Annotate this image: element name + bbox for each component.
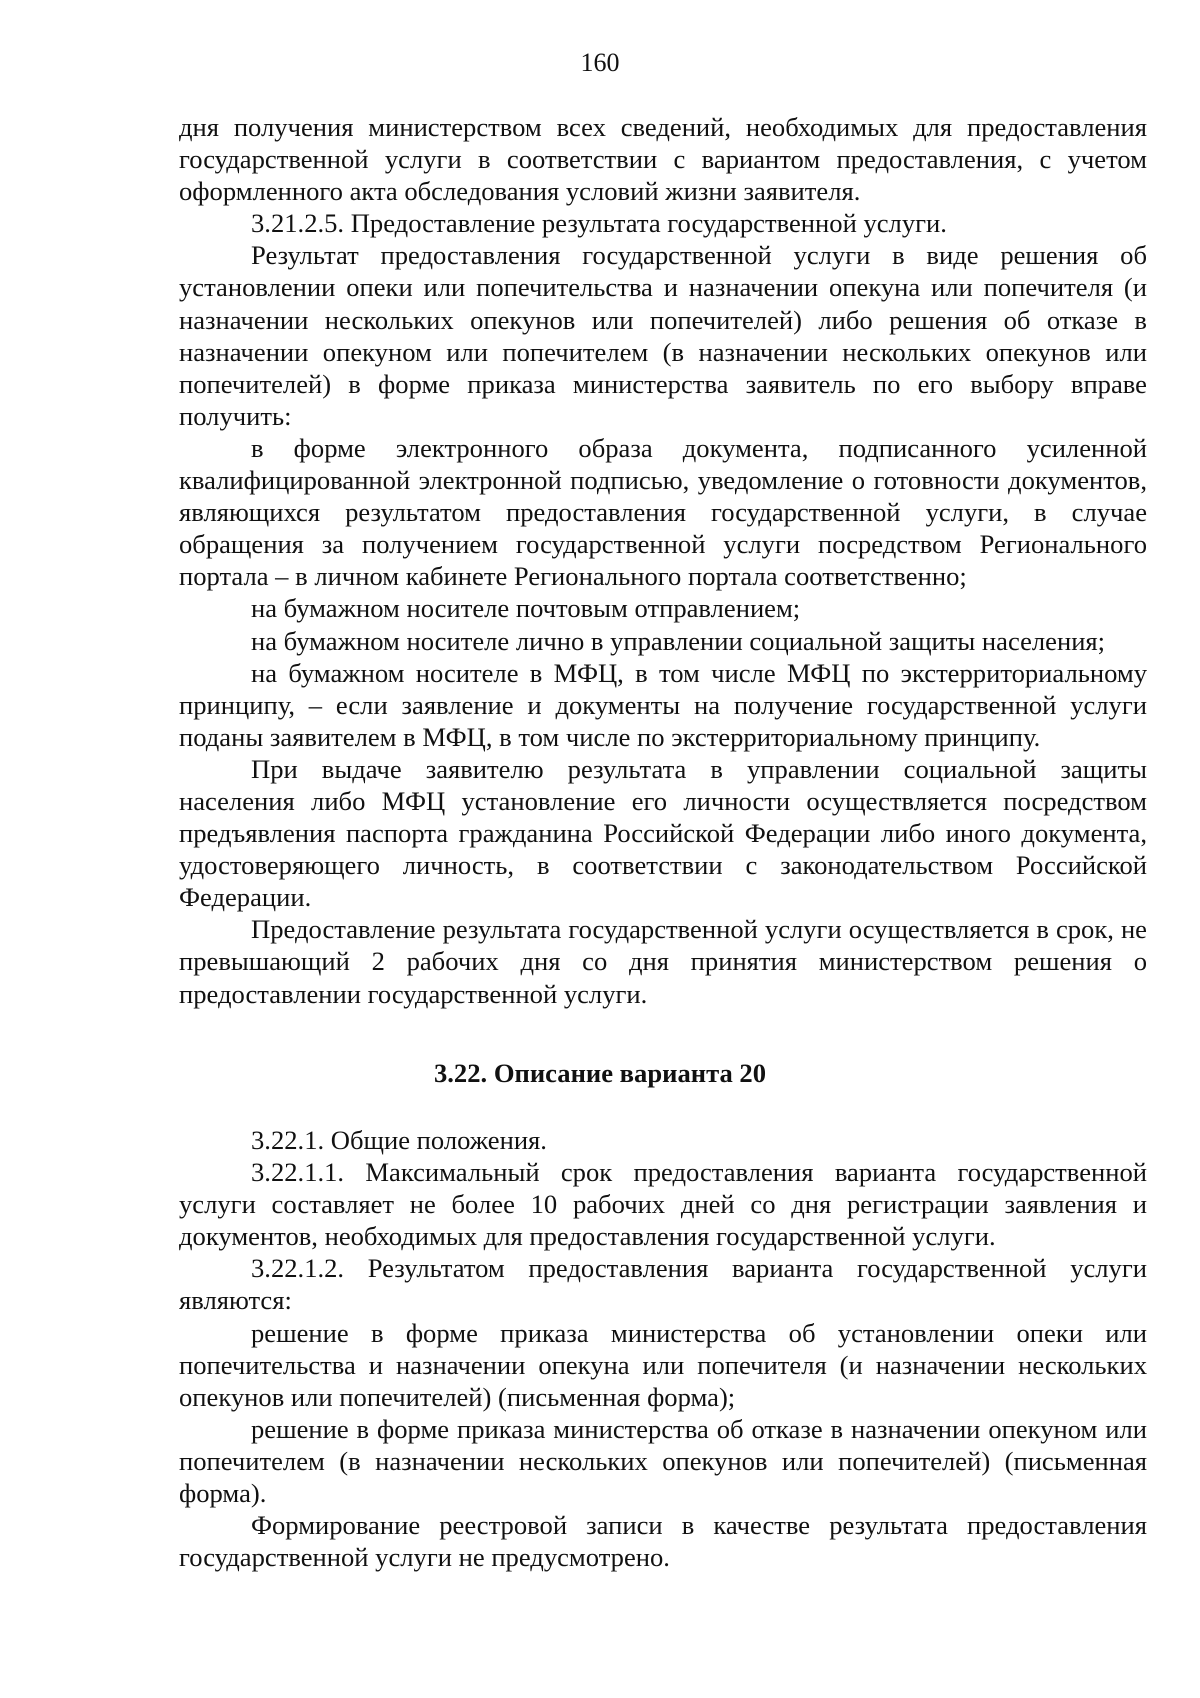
section-heading: 3.22. Описание варианта 20 bbox=[433, 1058, 766, 1088]
paragraph: на бумажном носителе почтовым отправлением; bbox=[251, 593, 801, 624]
paragraph: решение в форме приказа министерства об установлении опеки или попечительства и назначении опекуна или попечителя (и назначении нескольких опекунов или попечителей) (письменная форма); bbox=[179, 1317, 1147, 1412]
paragraph: в форме электронного образа документа, подписанного усиленной квалифицированной электронной подписью, уведомление о готовности документов, являющихся результатом предоставления государственной услуги, в случае обращения за получением государственной услуги посредством Регионального портала – в личном кабинете Регионального портала соответственно; bbox=[179, 432, 1147, 592]
paragraph: 3.22.1.1. Максимальный срок предоставления варианта государственной услуги составляет не более 10 рабочих дней со дня регистрации заявления и документов, необходимых для предоставления государственной услуги. bbox=[179, 1157, 1147, 1252]
paragraph: 3.21.2.5. Предоставление результата государственной услуги. bbox=[251, 208, 947, 239]
text-block-upper bbox=[179, 111, 1147, 1010]
paragraph: Предоставление результата государственной услуги осуществляется в срок, не превышающий 2 рабочих дня со дня принятия министерством решения о предоставлении государственной услуги. bbox=[179, 914, 1147, 1009]
paragraph: При выдаче заявителю результата в управлении социальной защиты населения либо МФЦ установление его личности осуществляется посредством предъявления паспорта гражданина Российской Федерации либо иного документа, удостоверяющего личность, в соответствии с законодательством Российской Федерации. bbox=[179, 753, 1147, 913]
paragraph: дня получения министерством всех сведений, необходимых для предоставления государственной услуги в соответствии с вариантом предоставления, с учетом оформленного акта обследования условий жизни заявителя. bbox=[179, 112, 1147, 207]
paragraph: решение в форме приказа министерства об отказе в назначении опекуном или попечителем (в назначении нескольких опекунов или попечителей) (письменная форма). bbox=[179, 1413, 1147, 1509]
paragraph: на бумажном носителе в МФЦ, в том числе МФЦ по экстерриториальному принципу, – если заявление и документы на получение государственной услуги поданы заявителем в МФЦ, в том числе по экстерриториальному принципу. bbox=[179, 657, 1147, 752]
paragraph: 3.22.1.2. Результатом предоставления варианта государственной услуги являются: bbox=[179, 1253, 1147, 1316]
paragraph: Результат предоставления государственной услуги в виде решения об установлении опеки или попечительства и назначении опекуна или попечителя (и назначении нескольких опекунов или попечителей) либо решения об отказе в назначении опекуном или попечителем (в назначении нескольких опекунов или попечителей) в форме приказа министерства заявитель по его выбору вправе получить: bbox=[179, 240, 1147, 431]
paragraph: 3.22.1. Общие положения. bbox=[251, 1125, 547, 1155]
text-block-lower bbox=[179, 1124, 1147, 1573]
paragraph: Формирование реестровой записи в качестве результата предоставления государственной услуги не предусмотрено. bbox=[179, 1510, 1147, 1573]
page-number: 160 bbox=[580, 48, 620, 77]
paragraph: на бумажном носителе лично в управлении социальной защиты населения; bbox=[251, 625, 1106, 656]
